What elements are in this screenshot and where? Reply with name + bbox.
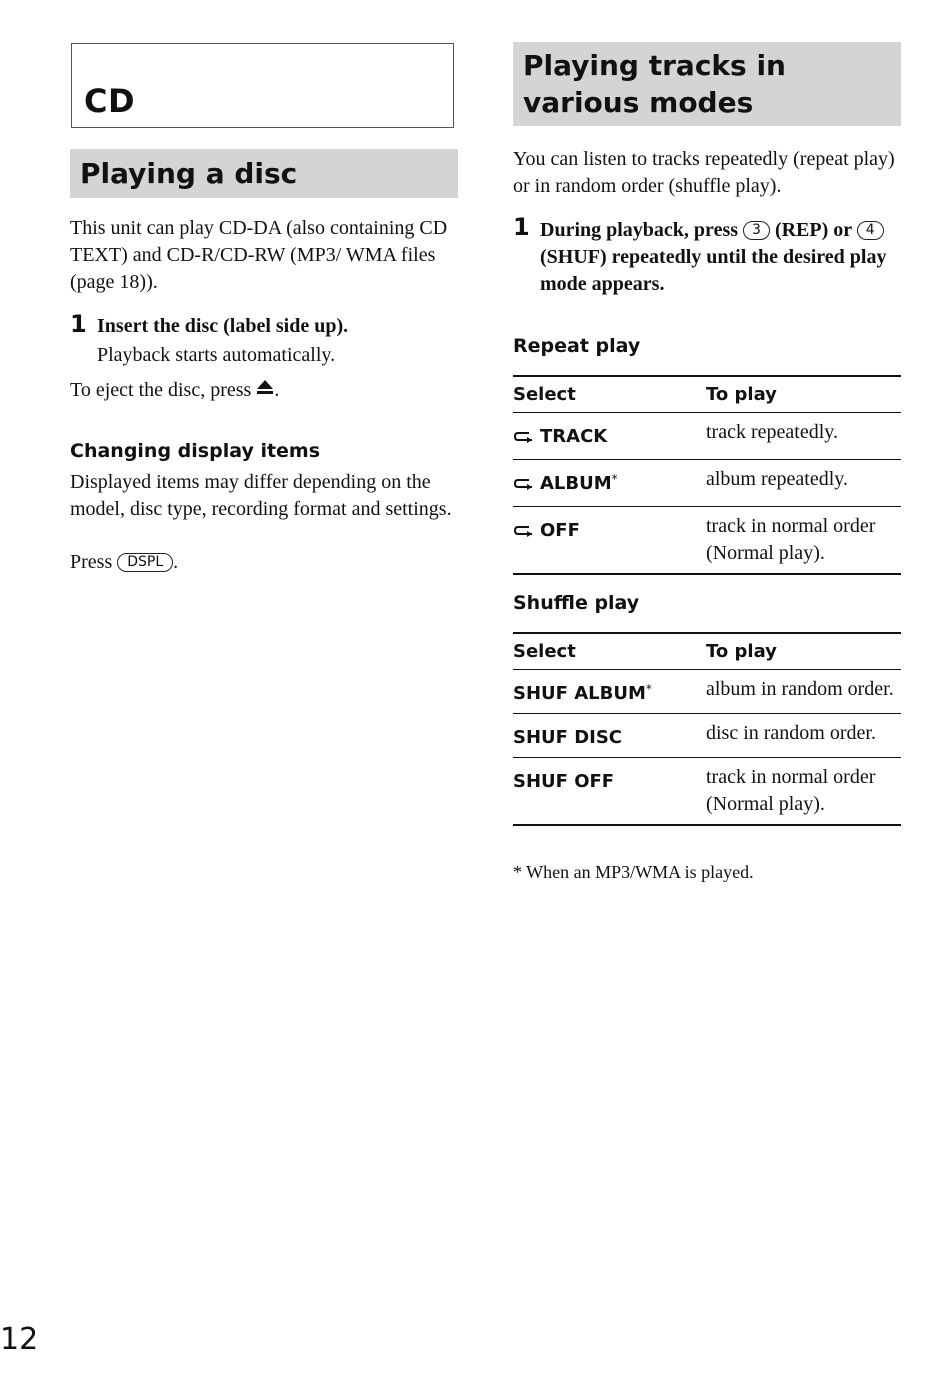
select-cell [513,460,706,507]
key-4-button: 4 [857,221,884,240]
select-cell [513,507,706,575]
section-title-box [71,43,454,128]
play-cell: album in random order. [706,670,901,714]
select-value: SHUF DISC [513,727,623,748]
select-value: OFF [540,520,580,541]
left-intro: This unit can play CD-DA (also containing CD TEXT) and CD-R/CD-RW (MP3/ WMA files (page 18)). [70,217,448,293]
select-value: ALBUM [540,473,612,494]
col-select: Select [513,633,706,670]
right-step-number: 1 [513,213,530,241]
select-cell [513,413,706,460]
play-cell: disc in random order. [706,714,901,758]
step-text-a: During playback, press [540,219,744,241]
step-text-b: (REP) or [769,219,857,241]
table-row [513,460,901,507]
footnote-marker: * [645,682,652,696]
shuffle-play-heading: Shuffle play [513,592,640,614]
table-header-row [513,633,901,670]
repeat-icon [513,426,534,453]
table-row [513,714,901,758]
table-row [513,413,901,460]
select-value: SHUF OFF [513,771,615,792]
col-select: Select [513,376,706,413]
eject-tail: . [274,379,280,401]
play-cell: track in normal order (Normal play). [706,507,901,575]
table-row [513,758,901,826]
select-cell [513,714,706,758]
right-intro: You can listen to tracks repeatedly (repeat play) or in random order (shuffle play). [513,148,895,197]
shuffle-play-table [513,632,901,826]
changing-display-text: Displayed items may differ depending on the model, disc type, recording format and settings. [70,471,452,520]
step-text-c: (SHUF) repeatedly until the desired play mode appears. [540,246,887,295]
table-header-row [513,376,901,413]
select-value: SHUF ALBUM [513,683,646,704]
col-play: To play [706,633,901,670]
various-modes-heading-band [513,42,901,126]
eject-icon [256,376,274,403]
playing-disc-heading: Playing a disc [80,157,298,190]
various-modes-heading: Playing tracks in various modes [523,49,786,119]
eject-line [70,376,460,404]
repeat-play-heading: Repeat play [513,335,641,357]
page-number: 12 [0,1322,39,1357]
press-tail: . [173,551,179,573]
play-cell: track in normal order (Normal play). [706,758,901,826]
col-play: To play [706,376,901,413]
select-cell [513,670,706,714]
section-title: CD [84,82,136,120]
select-cell [513,758,706,826]
press-label: Press [70,551,118,573]
playing-disc-heading-band [70,149,458,198]
dspl-button: DSPL [117,553,173,572]
play-cell: track repeatedly. [706,413,901,460]
changing-display-heading: Changing display items [70,440,321,462]
press-dspl-line [70,549,455,576]
table-row [513,507,901,575]
key-3-button: 3 [743,221,770,240]
right-step-text [540,217,905,298]
play-cell: album repeatedly. [706,460,901,507]
repeat-icon [513,473,534,500]
repeat-icon [513,520,534,547]
repeat-play-table [513,375,901,575]
left-step-number: 1 [70,310,87,338]
eject-text: To eject the disc, press [70,379,257,401]
footnote-marker: * [611,472,618,486]
left-step-note: Playback starts automatically. [97,344,336,366]
table-row [513,670,901,714]
footnote: * When an MP3/WMA is played. [513,862,754,882]
select-value: TRACK [540,426,608,447]
left-step-title: Insert the disc (label side up). [97,315,349,337]
